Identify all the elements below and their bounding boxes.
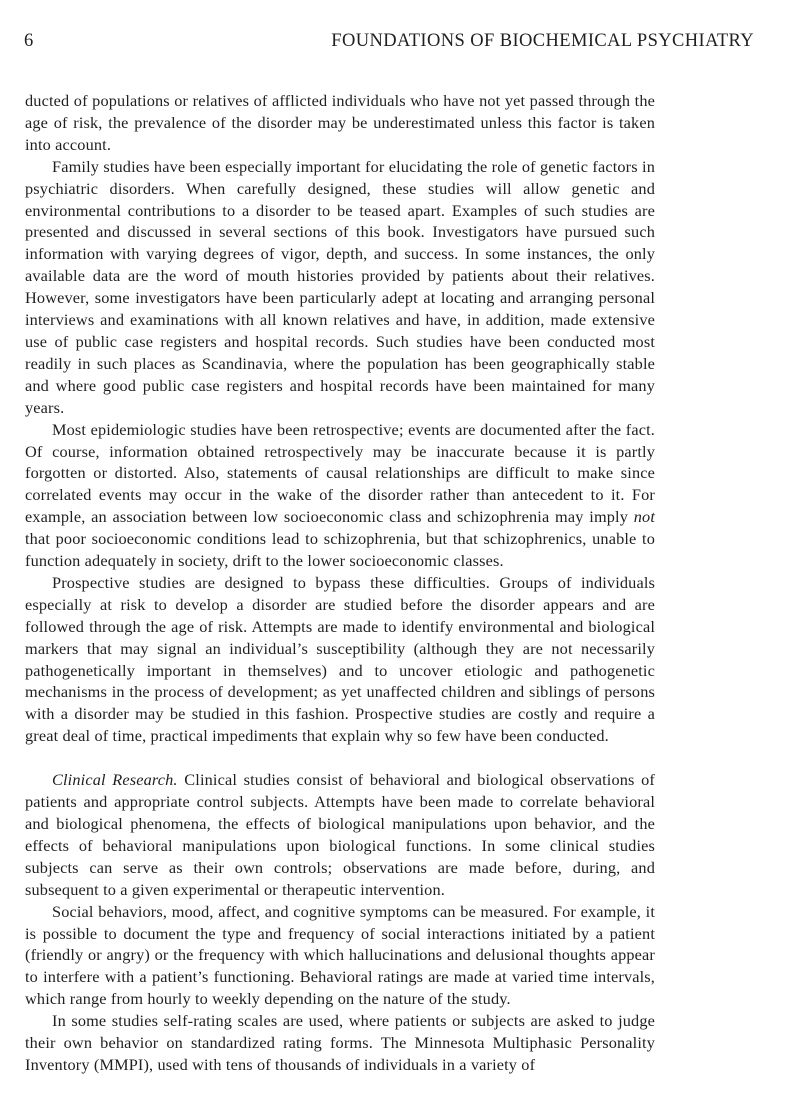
page-number: 6 (24, 31, 34, 51)
emphasis-not: not (633, 507, 655, 527)
body-text (25, 90, 655, 1076)
paragraph-self-rating-scales: In some studies self-rating scales are used, where patients or subjects are asked to judge their own behavior on standardized rating forms. The Minnesota Multiphasic Personality Inventory (MMPI), used with tens of thousands of individuals in a variety of (25, 1011, 655, 1074)
paragraph-family-studies: Family studies have been especially important for elucidating the role of genetic factors in psychiatric disorders. When carefully designed, these studies will allow genetic and environmental contributions to a disorder to be teased apart. Examples of such studies are presented and discussed in several sections of this book. Investigators have pursued such information with varying degrees of vigor, depth, and success. In some instances, the only available data are the word of mouth histories provided by patients about their relatives. However, some investigators have been particularly adept at locating and arranging personal interviews and examinations with all known relatives and have, in addition, made extensive use of public case registers and hospital records. Such studies have been conducted most readily in such places as Scandinavia, where the population has been geographically stable and where good public case registers and hospital records have been maintained for many years. (25, 156, 655, 417)
section-heading: Clinical Research. (52, 770, 178, 790)
paragraph-retrospective-studies (25, 419, 655, 572)
paragraph-text-end: that poor socioeconomic conditions lead to schizophrenia, but that schizophrenics, unable to function adequately in society, drift to the lower socioeconomic classes. (25, 529, 655, 571)
paragraph-social-behaviors: Social behaviors, mood, affect, and cognitive symptoms can be measured. For example, it is possible to document the type and frequency of social interactions initiated by a patient (friendly or angry) or the frequency with which hallucinations and delusional thoughts appear to interfere with a patient’s functioning. Behavioral ratings are made at varied time intervals, which range from hourly to weekly depending on the nature of the study. (25, 901, 655, 1009)
running-header (24, 31, 754, 55)
paragraph-clinical-research (25, 769, 655, 900)
running-title: FOUNDATIONS OF BIOCHEMICAL PSYCHIATRY (331, 31, 754, 51)
paragraph-continuation: ducted of populations or relatives of afflicted individuals who have not yet passed through the age of risk, the prevalence of the disorder may be underestimated unless this factor is taken into account. (25, 91, 655, 154)
paragraph-prospective-studies: Prospective studies are designed to bypass these difficulties. Groups of individuals especially at risk to develop a disorder are studied before the disorder appears and are followed through the age of risk. Attempts are made to identify environmental and biological markers that may signal an individual’s susceptibility (although they are not necessarily pathogenetically important in themselves) and to uncover etiologic and pathogenetic mechanisms in the process of development; as yet unaffected children and siblings of persons with a disorder may be studied in this fashion. Prospective studies are costly and require a great deal of time, practical impediments that explain why so few have been conducted. (25, 572, 655, 746)
paragraph-text: Most epidemiologic studies have been retrospective; events are documented after the fact. Of course, information obtained retrospectively may be inaccurate because it is partly forgotten or distorted. Also, statements of causal relationships are difficult to make since correlated events may occur in the wake of the disorder rather than antecedent to it. For example, an association between low socioeconomic class and schizophrenia may imply (25, 419, 655, 527)
paragraph-text: Clinical studies consist of behavioral and biological observations of patients and appropriate control subjects. Attempts have been made to correlate behavioral and biological phenomena, the effects of biological manipulations upon behavior, and the effects of behavioral manipulations upon biological functions. In some clinical studies subjects can serve as their own controls; observations are made before, during, and subsequent to a given experimental or therapeutic intervention. (25, 770, 655, 899)
